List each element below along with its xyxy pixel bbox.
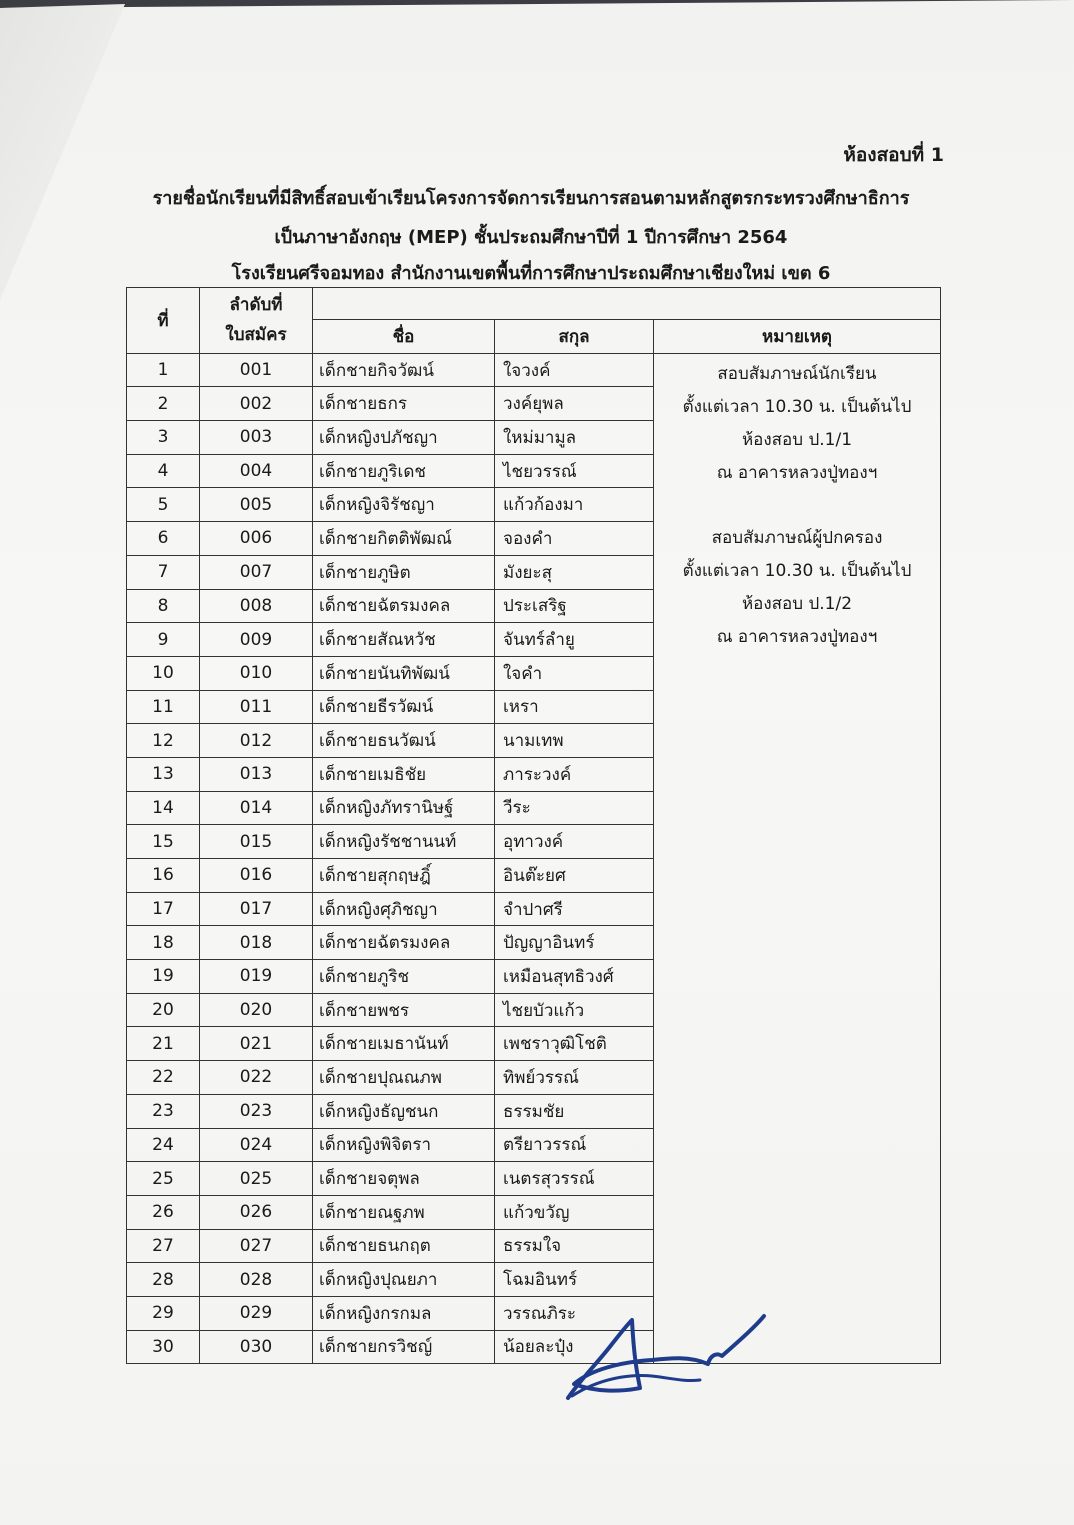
row-name: เด็กชายธกร bbox=[313, 387, 495, 421]
row-application-no: 016 bbox=[200, 859, 313, 893]
remark-line: ตั้งแต่เวลา 10.30 น. เป็นต้นไป bbox=[682, 560, 912, 581]
row-name: เด็กชายจตุพล bbox=[313, 1162, 495, 1196]
row-no: 12 bbox=[127, 724, 200, 758]
row-application-no: 011 bbox=[200, 690, 313, 724]
row-no: 5 bbox=[127, 488, 200, 522]
row-surname: วงค์ยุพล bbox=[495, 387, 654, 421]
row-no: 28 bbox=[127, 1263, 200, 1297]
row-name: เด็กหญิงจิรัชญา bbox=[313, 488, 495, 522]
row-application-no: 005 bbox=[200, 488, 313, 522]
row-surname: เนตรสุวรรณ์ bbox=[495, 1162, 654, 1196]
header-remark: หมายเหตุ bbox=[654, 320, 941, 354]
row-application-no: 001 bbox=[200, 353, 313, 387]
row-surname: แก้วก้องมา bbox=[495, 488, 654, 522]
row-no: 15 bbox=[127, 825, 200, 859]
row-application-no: 010 bbox=[200, 656, 313, 690]
table-header-row-top bbox=[127, 288, 941, 320]
row-name: เด็กชายณฐภพ bbox=[313, 1195, 495, 1229]
row-application-no: 029 bbox=[200, 1296, 313, 1330]
row-application-no: 025 bbox=[200, 1162, 313, 1196]
remark-cell bbox=[654, 353, 941, 1364]
row-application-no: 004 bbox=[200, 454, 313, 488]
row-name: เด็กชายพชร bbox=[313, 993, 495, 1027]
row-name: เด็กหญิงปภัชญา bbox=[313, 421, 495, 455]
row-name: เด็กชายธีรวัฒน์ bbox=[313, 690, 495, 724]
row-name: เด็กชายเมธิชัย bbox=[313, 757, 495, 791]
remark-line: ตั้งแต่เวลา 10.30 น. เป็นต้นไป bbox=[682, 396, 912, 417]
signature-stroke bbox=[568, 1316, 764, 1398]
row-application-no: 030 bbox=[200, 1330, 313, 1364]
row-surname: เพชราวุฒิโชติ bbox=[495, 1027, 654, 1061]
row-name: เด็กหญิงธัญชนก bbox=[313, 1094, 495, 1128]
row-name: เด็กหญิงศุภิชญา bbox=[313, 892, 495, 926]
row-application-no: 020 bbox=[200, 993, 313, 1027]
row-name: เด็กชายกรวิชญ์ bbox=[313, 1330, 495, 1364]
row-surname: ประเสริฐ bbox=[495, 589, 654, 623]
row-application-no: 026 bbox=[200, 1195, 313, 1229]
row-surname: ทิพย์วรรณ์ bbox=[495, 1061, 654, 1095]
row-application-no: 018 bbox=[200, 926, 313, 960]
row-surname: ปัญญาอินทร์ bbox=[495, 926, 654, 960]
row-application-no: 027 bbox=[200, 1229, 313, 1263]
row-no: 11 bbox=[127, 690, 200, 724]
row-surname: ธรรมใจ bbox=[495, 1229, 654, 1263]
row-application-no: 024 bbox=[200, 1128, 313, 1162]
row-application-no: 019 bbox=[200, 960, 313, 994]
row-no: 7 bbox=[127, 555, 200, 589]
remark-line: ห้องสอบ ป.1/1 bbox=[741, 429, 853, 450]
row-name: เด็กชายเมธานันท์ bbox=[313, 1027, 495, 1061]
header-application-no bbox=[200, 288, 313, 354]
row-no: 23 bbox=[127, 1094, 200, 1128]
row-name: เด็กชายฉัตรมงคล bbox=[313, 926, 495, 960]
row-surname: ใจวงค์ bbox=[495, 353, 654, 387]
row-surname: เหมือนสุทธิวงศ์ bbox=[495, 960, 654, 994]
row-no: 4 bbox=[127, 454, 200, 488]
row-application-no: 021 bbox=[200, 1027, 313, 1061]
row-no: 1 bbox=[127, 353, 200, 387]
row-no: 3 bbox=[127, 421, 200, 455]
row-surname: แก้วขวัญ bbox=[495, 1195, 654, 1229]
remark-text bbox=[654, 354, 940, 654]
row-name: เด็กชายภูริเดช bbox=[313, 454, 495, 488]
header-application-line2: ใบสมัคร bbox=[225, 325, 287, 346]
row-no: 14 bbox=[127, 791, 200, 825]
row-name: เด็กหญิงรัชชานนท์ bbox=[313, 825, 495, 859]
row-name: เด็กชายสุกฤษฎิ์ bbox=[313, 859, 495, 893]
student-roster-table bbox=[126, 287, 941, 1364]
row-surname: มังยะสุ bbox=[495, 555, 654, 589]
row-no: 30 bbox=[127, 1330, 200, 1364]
room-title: ห้องสอบที่ 1 bbox=[843, 144, 944, 166]
heading-line-2: เป็นภาษาอังกฤษ (MEP) ชั้นประถมศึกษาปีที่ 1 ปีการศึกษา 2564 bbox=[274, 227, 788, 248]
row-no: 10 bbox=[127, 656, 200, 690]
row-application-no: 017 bbox=[200, 892, 313, 926]
remark-line: ห้องสอบ ป.1/2 bbox=[741, 593, 853, 614]
row-name: เด็กชายธนกฤต bbox=[313, 1229, 495, 1263]
row-surname: วีระ bbox=[495, 791, 654, 825]
header-no: ที่ bbox=[127, 288, 200, 354]
row-surname: ธรรมชัย bbox=[495, 1094, 654, 1128]
row-name: เด็กชายฉัตรมงคล bbox=[313, 589, 495, 623]
row-application-no: 006 bbox=[200, 522, 313, 556]
row-application-no: 009 bbox=[200, 623, 313, 657]
header-application-line1: ลำดับที่ bbox=[229, 295, 283, 316]
row-no: 27 bbox=[127, 1229, 200, 1263]
header-blank-span bbox=[313, 288, 941, 320]
heading-line-1: รายชื่อนักเรียนที่มีสิทธิ์สอบเข้าเรียนโครงการจัดการเรียนการสอนตามหลักสูตรกระทรวงศึกษาธิการ bbox=[152, 188, 910, 209]
row-name: เด็กชายภูริช bbox=[313, 960, 495, 994]
row-no: 13 bbox=[127, 757, 200, 791]
row-surname: ไชยวรรณ์ bbox=[495, 454, 654, 488]
row-no: 24 bbox=[127, 1128, 200, 1162]
remark-line: สอบสัมภาษณ์ผู้ปกครอง bbox=[711, 527, 883, 548]
row-name: เด็กหญิงพิจิตรา bbox=[313, 1128, 495, 1162]
row-application-no: 003 bbox=[200, 421, 313, 455]
header-surname: สกุล bbox=[495, 320, 654, 354]
row-surname: โฉมอินทร์ bbox=[495, 1263, 654, 1297]
row-no: 6 bbox=[127, 522, 200, 556]
row-no: 16 bbox=[127, 859, 200, 893]
row-application-no: 015 bbox=[200, 825, 313, 859]
row-surname: ภาระวงค์ bbox=[495, 757, 654, 791]
row-no: 22 bbox=[127, 1061, 200, 1095]
remark-spacer bbox=[654, 490, 940, 522]
row-surname: เหรา bbox=[495, 690, 654, 724]
row-no: 19 bbox=[127, 960, 200, 994]
row-name: เด็กชายธนวัฒน์ bbox=[313, 724, 495, 758]
row-name: เด็กชายกิตติพัฒณ์ bbox=[313, 522, 495, 556]
row-surname: อุทาวงค์ bbox=[495, 825, 654, 859]
row-application-no: 022 bbox=[200, 1061, 313, 1095]
row-no: 17 bbox=[127, 892, 200, 926]
table-row bbox=[127, 353, 941, 387]
row-no: 26 bbox=[127, 1195, 200, 1229]
row-application-no: 012 bbox=[200, 724, 313, 758]
header-name: ชื่อ bbox=[313, 320, 495, 354]
remark-line: ณ อาคารหลวงปู่ทองฯ bbox=[716, 626, 878, 647]
row-no: 21 bbox=[127, 1027, 200, 1061]
row-name: เด็กชายภูษิต bbox=[313, 555, 495, 589]
row-surname: วรรณภิระ bbox=[495, 1296, 654, 1330]
row-no: 18 bbox=[127, 926, 200, 960]
row-application-no: 002 bbox=[200, 387, 313, 421]
row-application-no: 014 bbox=[200, 791, 313, 825]
heading-line-3: โรงเรียนศรีจอมทอง สำนักงานเขตพื้นที่การศึกษาประถมศึกษาเชียงใหม่ เขต 6 bbox=[231, 263, 831, 284]
row-surname: จันทร์ลำยู bbox=[495, 623, 654, 657]
row-name: เด็กหญิงปุณยภา bbox=[313, 1263, 495, 1297]
row-surname: จองคำ bbox=[495, 522, 654, 556]
row-name: เด็กชายนันทิพัฒน์ bbox=[313, 656, 495, 690]
row-name: เด็กชายปุณณภพ bbox=[313, 1061, 495, 1095]
remark-line: ณ อาคารหลวงปู่ทองฯ bbox=[716, 462, 878, 483]
row-application-no: 028 bbox=[200, 1263, 313, 1297]
remark-line: สอบสัมภาษณ์นักเรียน bbox=[717, 363, 877, 384]
row-surname: จำปาศรี bbox=[495, 892, 654, 926]
row-surname: นามเทพ bbox=[495, 724, 654, 758]
signature-stroke-2 bbox=[572, 1376, 700, 1396]
row-no: 20 bbox=[127, 993, 200, 1027]
row-application-no: 023 bbox=[200, 1094, 313, 1128]
signature bbox=[560, 1300, 770, 1410]
row-application-no: 007 bbox=[200, 555, 313, 589]
row-surname: ตรียาวรรณ์ bbox=[495, 1128, 654, 1162]
row-no: 2 bbox=[127, 387, 200, 421]
row-application-no: 013 bbox=[200, 757, 313, 791]
row-no: 25 bbox=[127, 1162, 200, 1196]
row-surname: ไชยบัวแก้ว bbox=[495, 993, 654, 1027]
row-name: เด็กหญิงกรกมล bbox=[313, 1296, 495, 1330]
row-name: เด็กชายกิจวัฒน์ bbox=[313, 353, 495, 387]
row-no: 8 bbox=[127, 589, 200, 623]
roster-body bbox=[127, 353, 941, 1364]
row-no: 9 bbox=[127, 623, 200, 657]
row-no: 29 bbox=[127, 1296, 200, 1330]
row-application-no: 008 bbox=[200, 589, 313, 623]
row-name: เด็กหญิงภัทรานิษฐ์ bbox=[313, 791, 495, 825]
row-name: เด็กชายสัณหวัช bbox=[313, 623, 495, 657]
row-surname: น้อยละปุ๋ง bbox=[495, 1330, 654, 1364]
row-surname: อินต๊ะยศ bbox=[495, 859, 654, 893]
row-surname: ใหม่มามูล bbox=[495, 421, 654, 455]
row-surname: ใจคำ bbox=[495, 656, 654, 690]
